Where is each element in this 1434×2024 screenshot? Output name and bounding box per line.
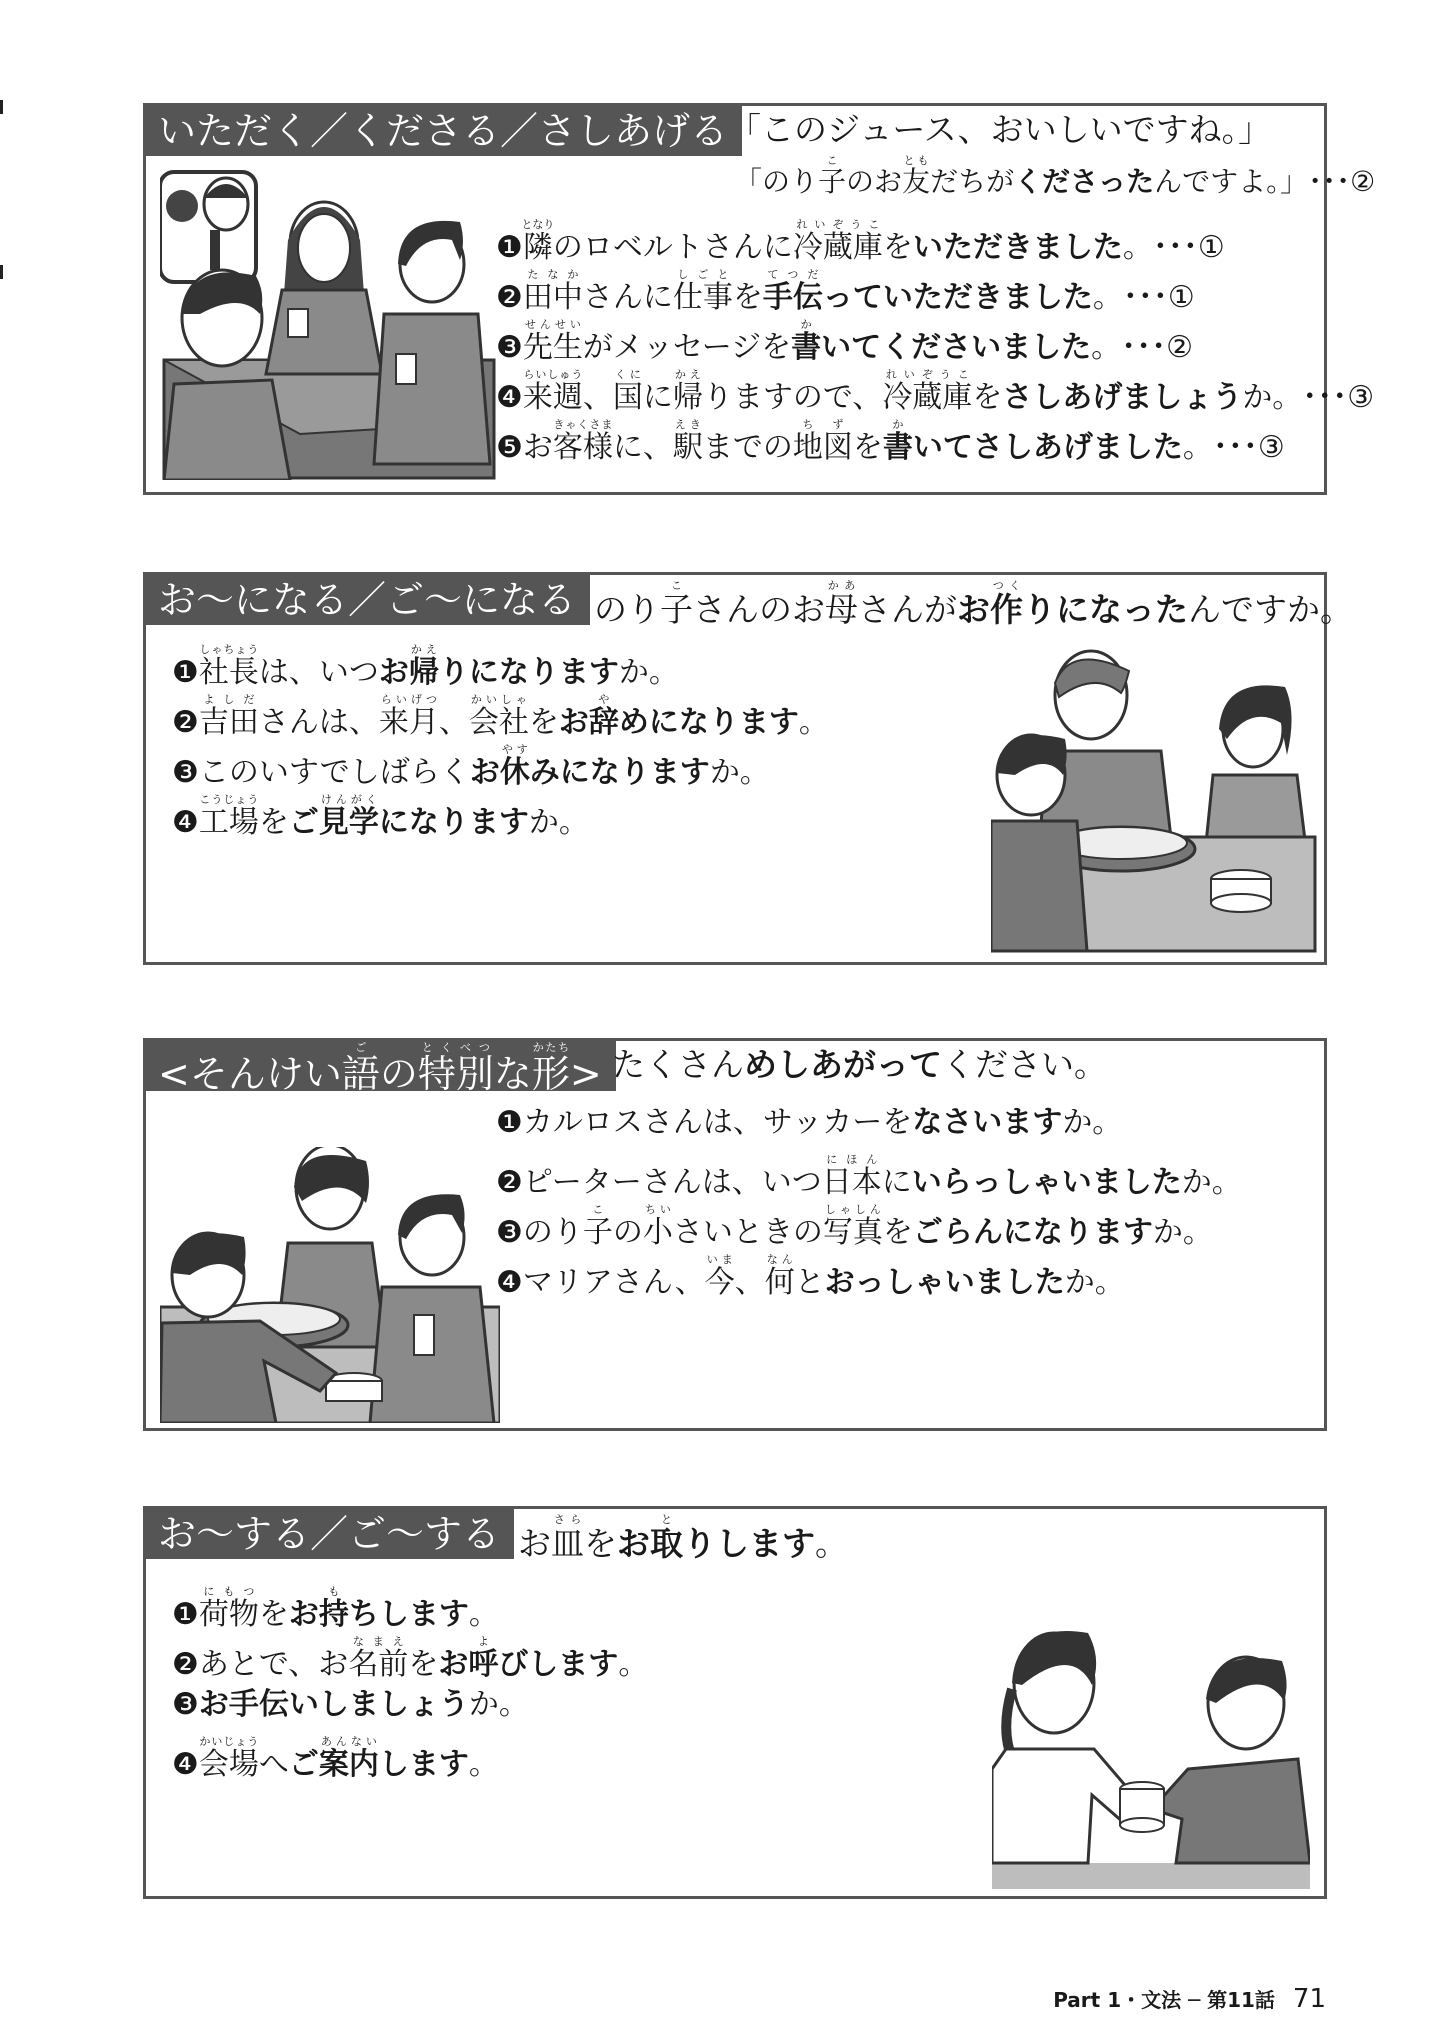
grammar-example-line: ❷吉田よしださんは、来月らいげつ、会社かいしゃをお辞やめになります。: [172, 693, 829, 740]
crop-mark: [0, 265, 3, 279]
number-bullet: ❹: [172, 805, 199, 840]
number-bullet: ❹: [496, 1265, 523, 1300]
number-bullet: ❷: [172, 1647, 199, 1682]
page-footer: [1053, 1984, 1326, 2014]
grammar-example-line: ❶荷物にもつをお持もちします。: [172, 1585, 499, 1632]
illustration-passing-plates: [992, 1619, 1310, 1891]
number-bullet: ❶: [496, 230, 523, 265]
grammar-example-line: ❷あとで、お名前なまえをお呼よびします。: [172, 1635, 649, 1682]
grammar-example-line: ❷田中たなかさんに仕事しごとを手伝てつだっていただきました。･･･①: [496, 268, 1195, 315]
grammar-example-line: ❸先生せんせいがメッセージを書かいてくださいました。･･･②: [496, 318, 1194, 365]
grammar-example-line: ❶カルロスさんは、サッカーをなさいますか。: [496, 1105, 1123, 1140]
illustration-family-drinking-juice: [160, 164, 500, 480]
grammar-example-line: ❸このいすでしばらくお休やすみになりますか。: [172, 743, 770, 790]
grammar-example-line: ❶社長しゃちょうは、いつお帰かえりになりますか。: [172, 643, 679, 690]
number-bullet: ❷: [496, 280, 523, 315]
grammar-example-line: ❹会場かいじょうへご案内あんないします。: [172, 1735, 499, 1782]
number-bullet: ❸: [172, 755, 199, 790]
section-box: [143, 572, 1353, 965]
number-bullet: ❶: [172, 1597, 199, 1632]
section-header: <そんけい語ごの特別とくべつな形かたち>: [146, 1041, 616, 1091]
number-bullet: ❸: [496, 1215, 523, 1250]
section-box: [143, 103, 1376, 495]
grammar-example-line: ❷ピーターさんは、いつ日本にほんにいらっしゃいましたか。: [496, 1153, 1242, 1200]
crop-mark: [0, 100, 3, 114]
grammar-example-line: ❶隣となりのロベルトさんに冷蔵庫れいぞうこをいただきました。･･･①: [496, 218, 1225, 265]
example-sentence: のり子こさんのお母かあさんがお作つくりになったんですか。: [594, 579, 1353, 629]
number-bullet: ❶: [172, 655, 199, 690]
number-bullet: ❷: [496, 1165, 523, 1200]
section-box: [143, 1506, 1327, 1899]
number-bullet: ❷: [172, 705, 199, 740]
grammar-example-line: ❹マリアさん、今いま、何なんとおっしゃいましたか。: [496, 1253, 1125, 1300]
section-header: お～する／ご～する: [146, 1509, 514, 1559]
example-sentence: たくさんめしあがってください。: [612, 1045, 1107, 1084]
example-sentence: 「のり子このお友ともだちがくださったんですよ。」･･･②: [734, 154, 1376, 198]
section-box: [143, 1038, 1327, 1431]
grammar-example-line: ❹来週らいしゅう、国くにに帰かえりますので、冷蔵庫れいぞうこをさしあげましょうか。･･･③: [496, 368, 1375, 415]
grammar-example-line: ❸お手伝いしましょうか。: [172, 1687, 529, 1722]
grammar-example-line: ❹工場こうじょうをご見学けんがくになりますか。: [172, 793, 589, 840]
number-bullet: ❺: [496, 430, 523, 465]
section-header: お～になる／ご～になる: [146, 575, 590, 625]
number-bullet: ❹: [496, 380, 523, 415]
grammar-example-line: ❸のり子この小ちいさいときの写真しゃしんをごらんになりますか。: [496, 1203, 1213, 1250]
number-bullet: ❸: [172, 1687, 199, 1722]
footer-part-label: Part 1・文法 ─ 第11話: [1053, 1988, 1275, 2012]
example-sentence: 「このジュース、おいしいですね。」: [728, 110, 1272, 149]
page-number: 71: [1292, 1984, 1326, 2014]
number-bullet: ❸: [496, 330, 523, 365]
illustration-family-at-table: [991, 643, 1317, 953]
section-header: いただく／くださる／さしあげる: [146, 106, 742, 156]
number-bullet: ❹: [172, 1747, 199, 1782]
example-sentence: お皿さらをお取とりします。: [518, 1513, 848, 1563]
illustration-family-sharing-food: [160, 1147, 500, 1423]
number-bullet: ❶: [496, 1105, 523, 1140]
grammar-example-line: ❺お客様きゃくさまに、駅えきまでの地図ちずを書かいてさしあげました。･･･③: [496, 418, 1285, 465]
